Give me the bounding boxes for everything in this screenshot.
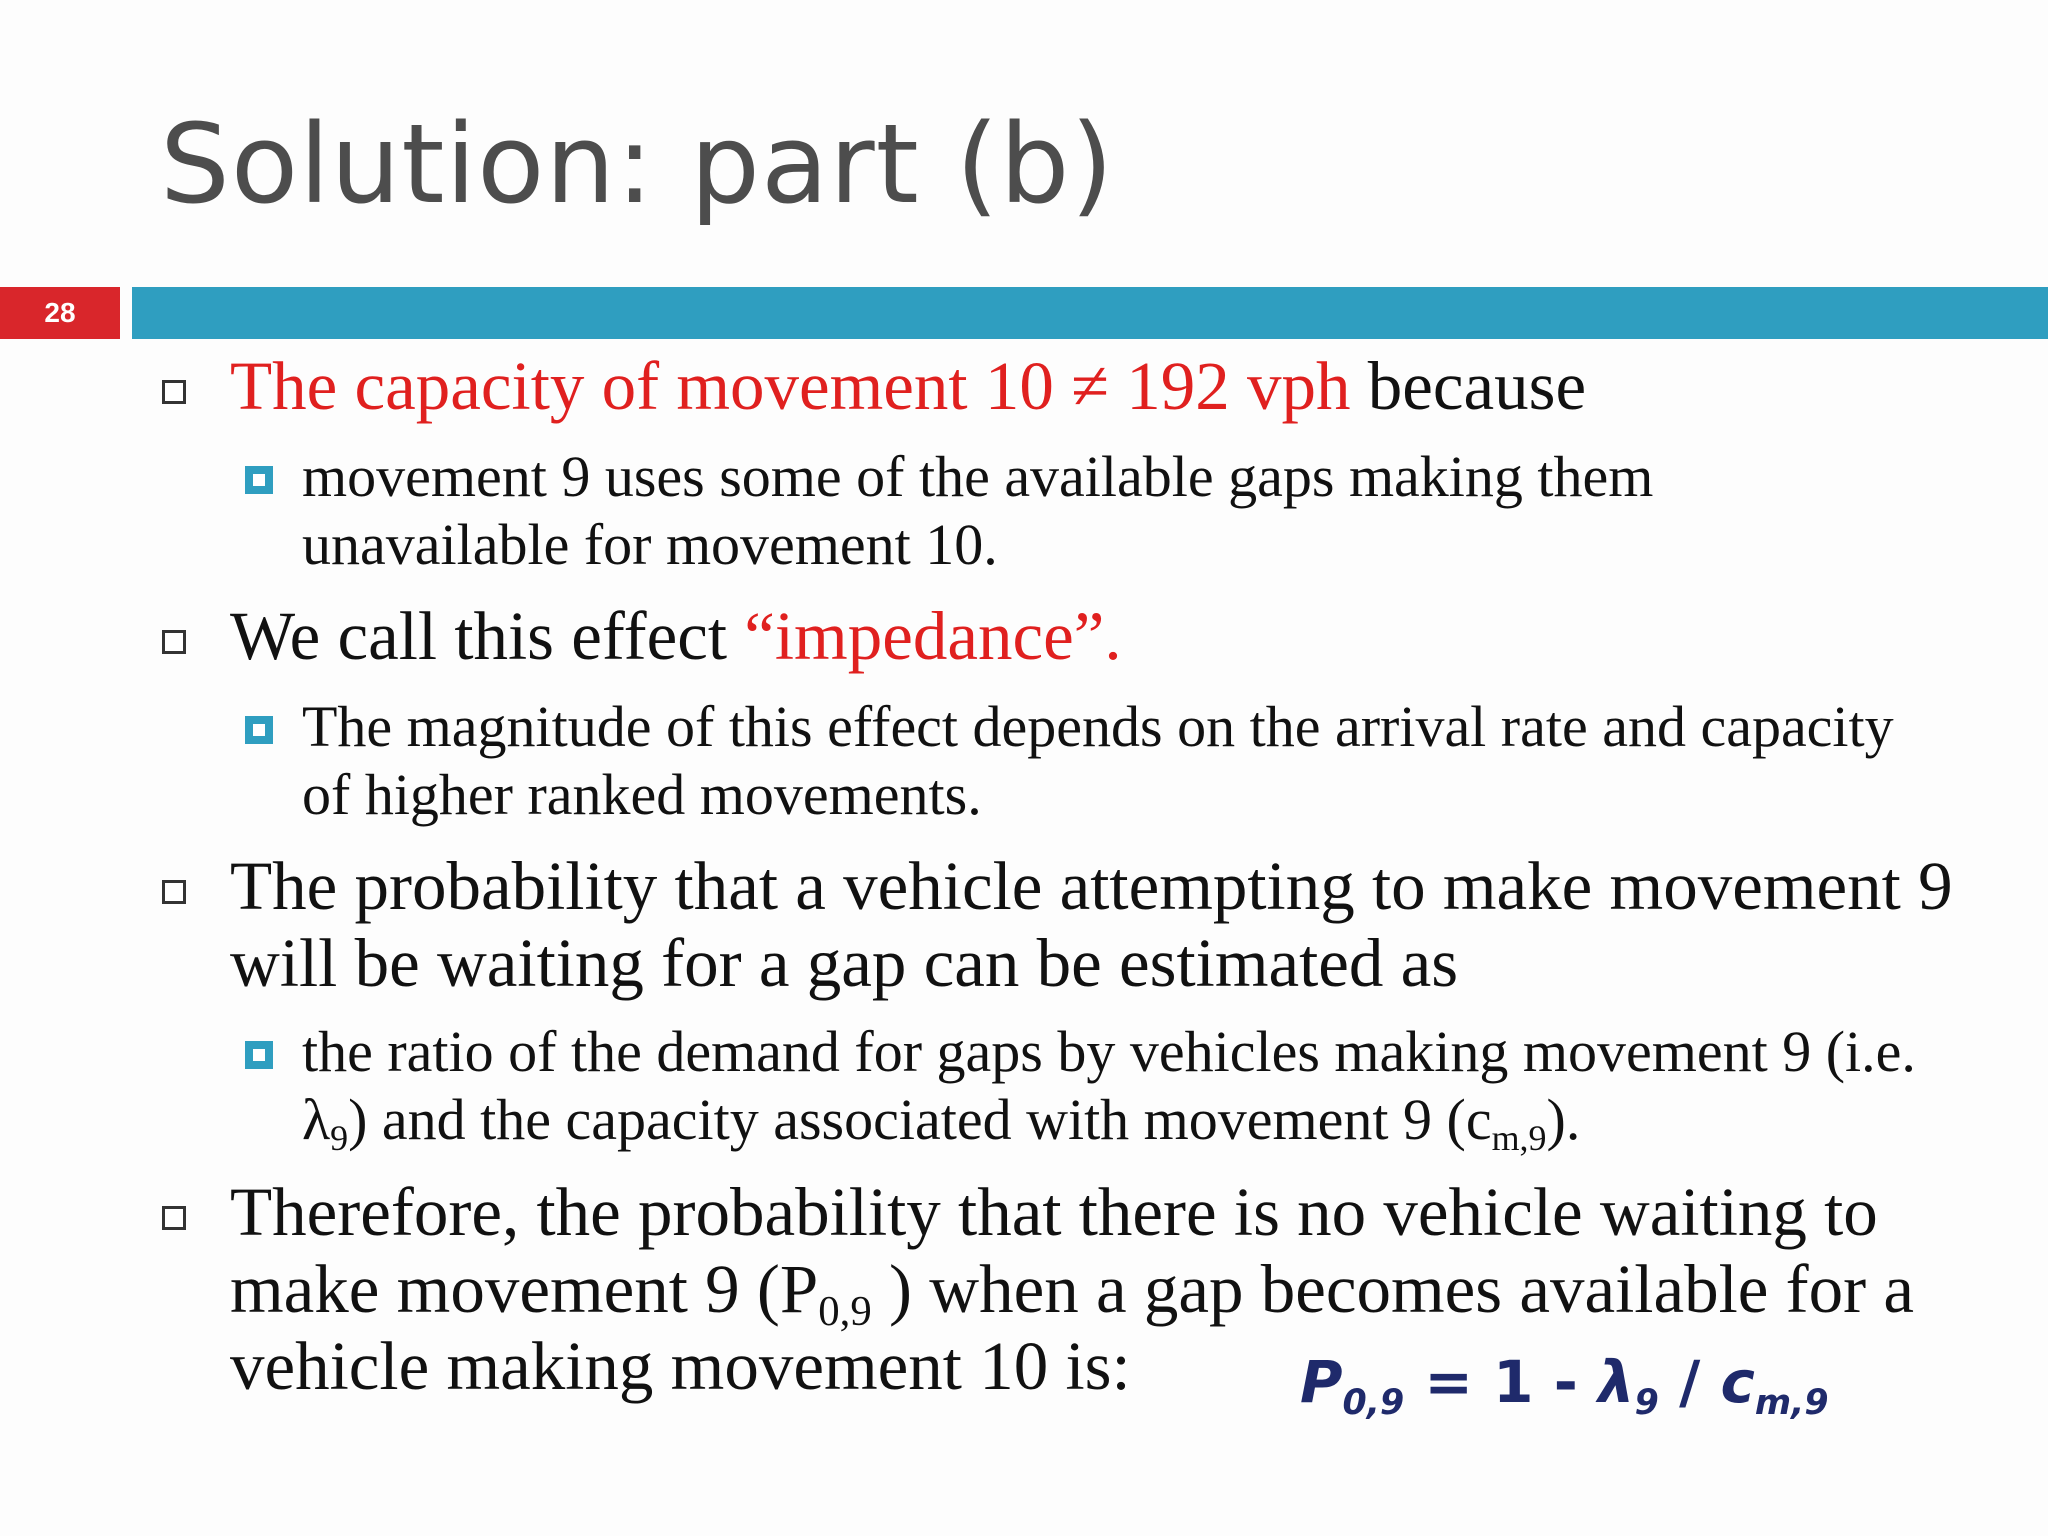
bullet-2-text: We call this effect [230, 598, 745, 674]
hollow-square-bullet-icon [162, 1206, 186, 1230]
formula-lambda: λ [1597, 1348, 1635, 1416]
capacity-subscript: m,9 [1491, 1117, 1547, 1158]
impedance-formula [1300, 1348, 1829, 1424]
formula-c-subscript: m,9 [1754, 1383, 1829, 1424]
formula-equals: = 1 - [1404, 1348, 1598, 1416]
formula-lambda-subscript: 9 [1634, 1383, 1659, 1424]
bullet-1 [230, 348, 1990, 425]
slide-title: Solution: part (b) [160, 100, 1115, 228]
bullet-1-text: because [1350, 348, 1587, 424]
bullet-4-part-b: ) when a gap becomes available for a vehicle making movement 10 is: [230, 1251, 1914, 1404]
bullet-1-sub: movement 9 uses some of the available gaps making them unavailable for movement 10. [302, 444, 1654, 577]
formula-c: c [1720, 1348, 1755, 1416]
lambda-subscript: 9 [330, 1117, 349, 1158]
bullet-3-sub-part-b: ) and the capacity associated with movement 9 (c [348, 1087, 1492, 1152]
teal-square-bullet-icon [245, 716, 273, 744]
bullet-3-sub [302, 1018, 1922, 1158]
bullet-4-part-a: Therefore, the probability that there is no vehicle waiting to make movement 9 (P [230, 1174, 1878, 1327]
bullet-2 [230, 598, 1990, 675]
formula-p: P [1300, 1348, 1343, 1416]
bullet-3-sub-part-c: ). [1546, 1087, 1581, 1152]
bullet-2-sub: The magnitude of this effect depends on the arrival rate and capacity of higher ranked movements. [302, 694, 1894, 827]
hollow-square-bullet-icon [162, 880, 186, 904]
bullet-1-highlight: The capacity of movement 10 ≠ 192 vph [230, 348, 1351, 424]
teal-square-bullet-icon [245, 466, 273, 494]
title-divider-bar [132, 287, 2048, 339]
page-number: 28 [0, 287, 120, 339]
teal-square-bullet-icon [245, 1041, 273, 1069]
bullet-3: The probability that a vehicle attempting to make movement 9 will be waiting for a gap can be estimated as [230, 848, 1953, 1001]
bullet-2-highlight: “impedance”. [744, 598, 1122, 674]
bullet-3-sub-part-a: the ratio of the demand for gaps by vehicles making movement 9 (i.e. λ [302, 1019, 1916, 1152]
formula-slash: / [1658, 1348, 1721, 1416]
hollow-square-bullet-icon [162, 380, 186, 404]
formula-p-subscript: 0,9 [1342, 1383, 1405, 1424]
probability-subscript: 0,9 [818, 1287, 872, 1335]
hollow-square-bullet-icon [162, 630, 186, 654]
